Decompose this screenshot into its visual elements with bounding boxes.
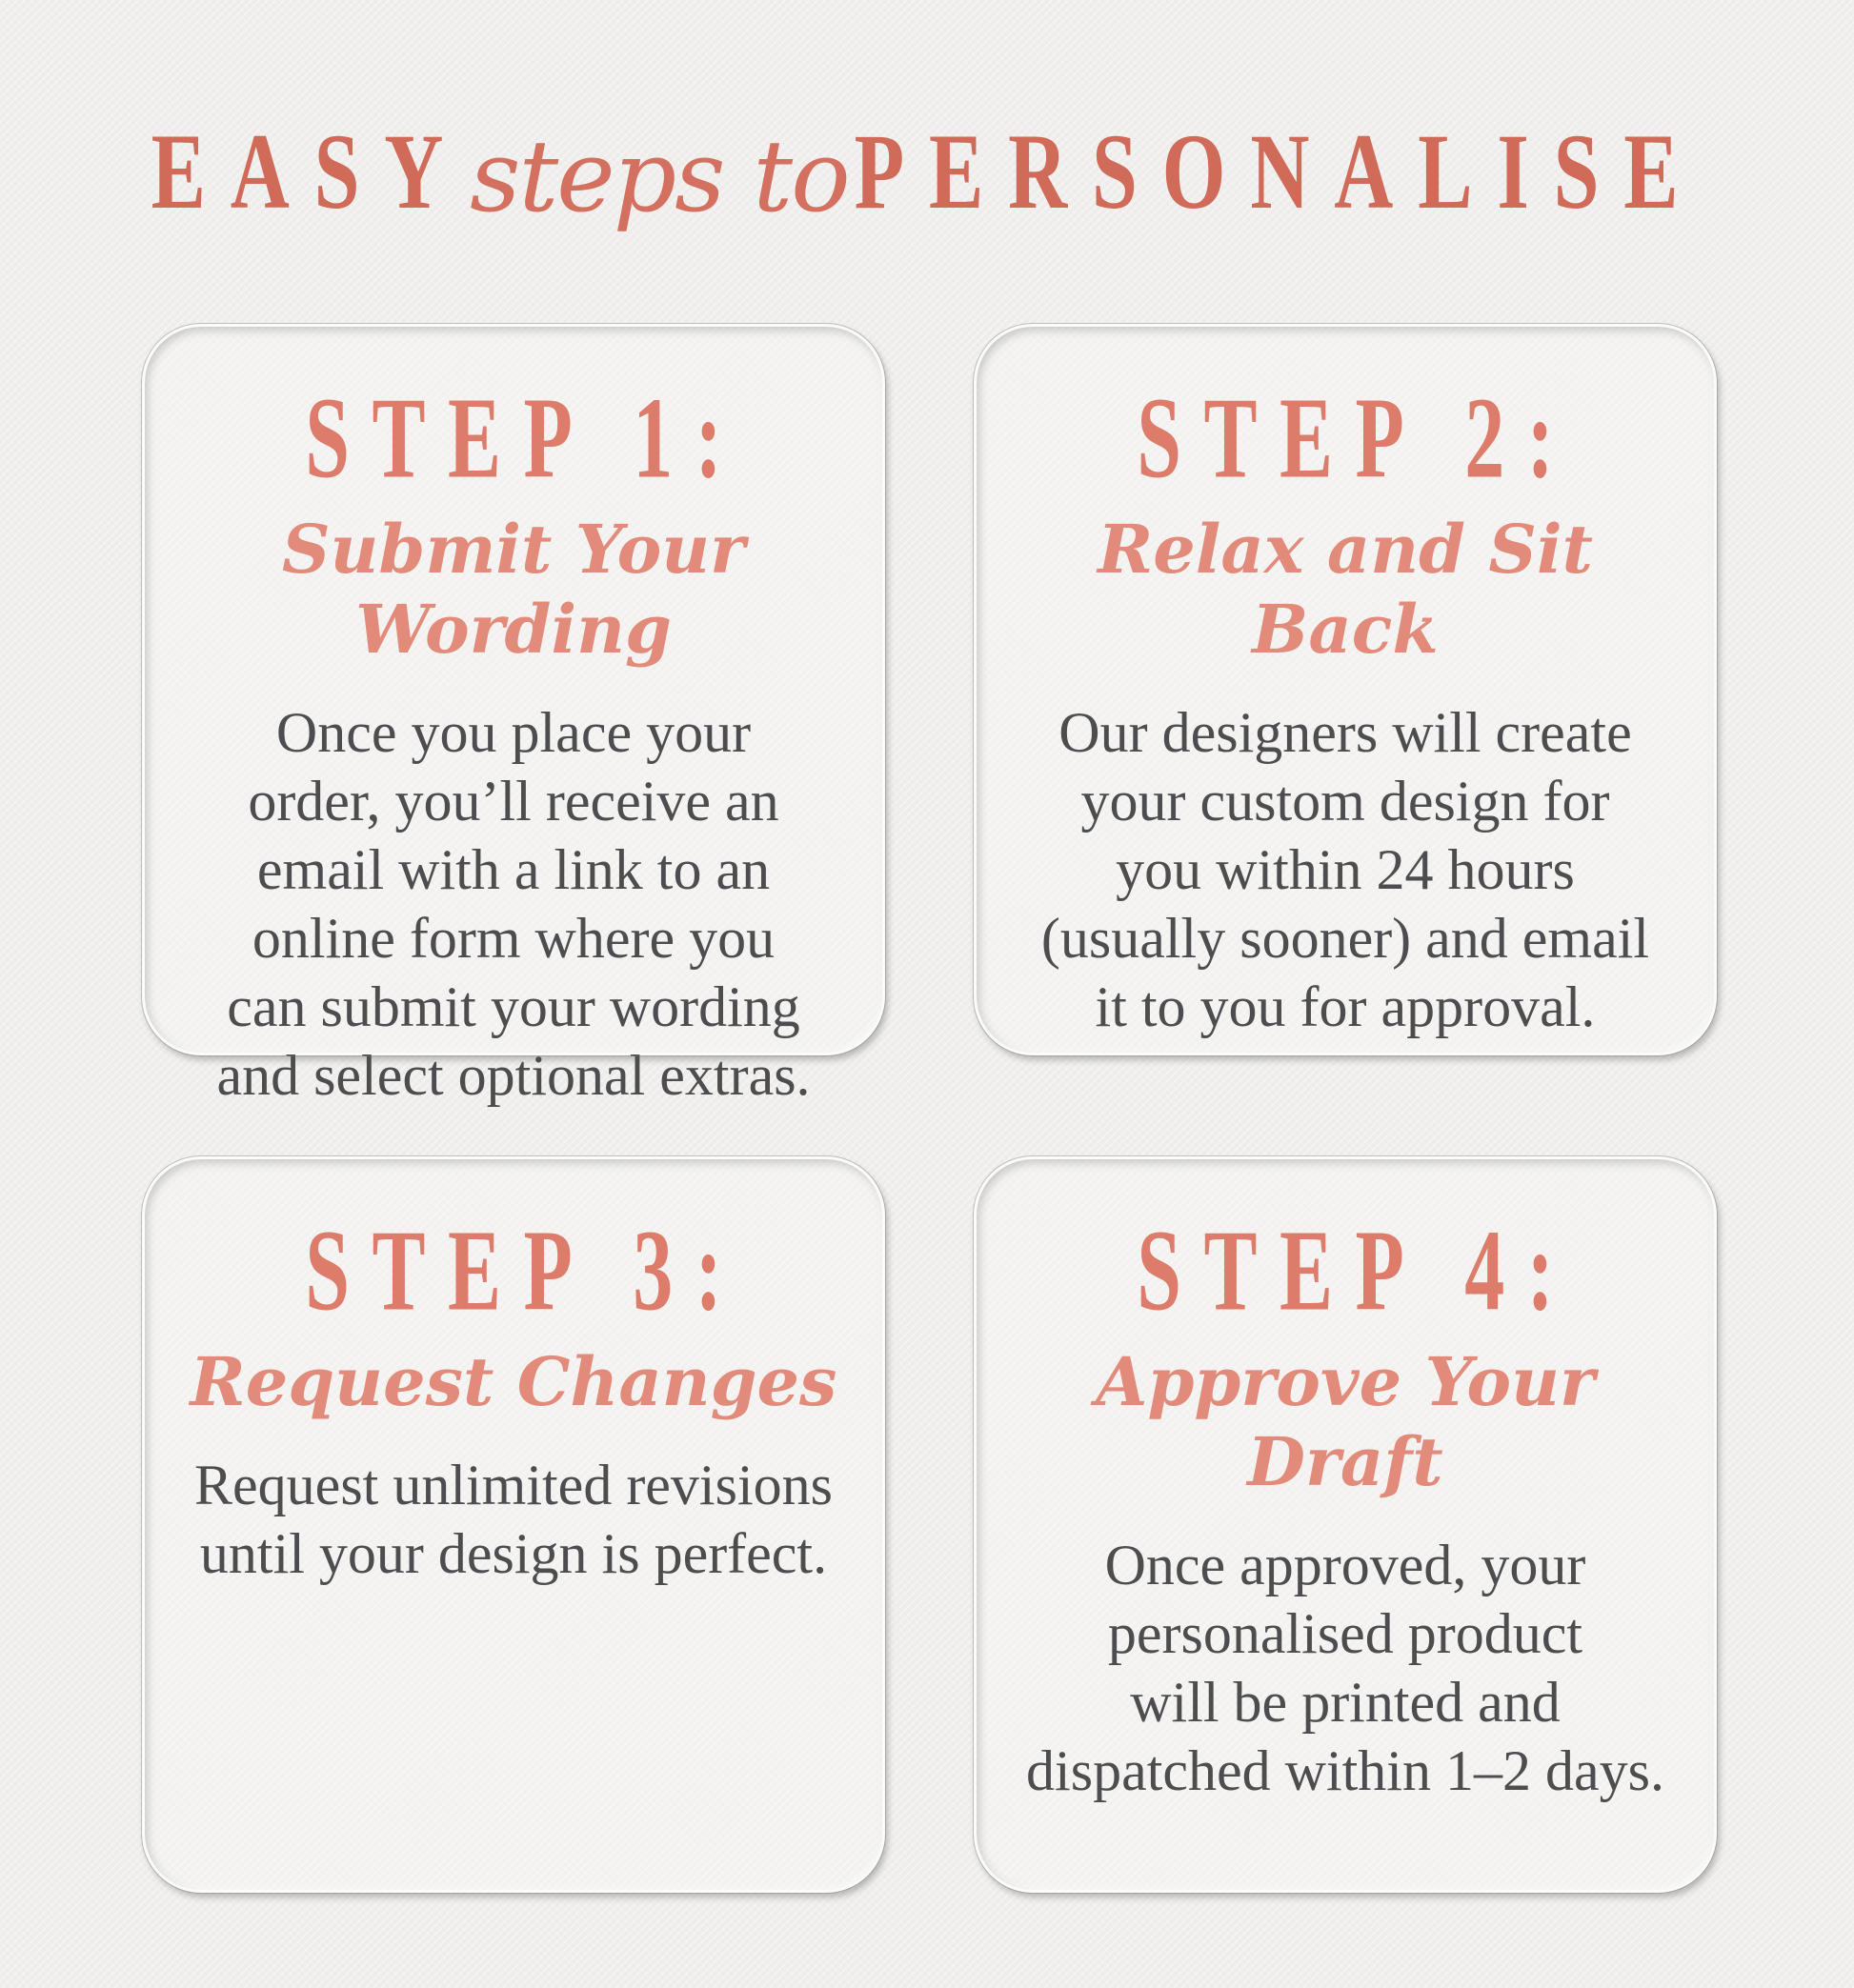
step-2-subtitle: Relax and Sit Back — [1098, 510, 1593, 669]
step-2-heading: STEP 2: — [1137, 373, 1577, 503]
page-title — [0, 110, 1854, 234]
title-word-personalise: PERSONALISE — [854, 110, 1703, 231]
step-card-3 — [142, 1156, 885, 1893]
step-2-body: Our designers will create your custom design for you within 24 hours (usually sooner) and email it to you for approval. — [1040, 701, 1650, 1038]
step-3-body: Request unlimited revisions until your design is perfect. — [194, 1454, 833, 1585]
step-card-2 — [974, 324, 1717, 1055]
title-script-steps-to: steps to — [470, 118, 849, 234]
step-1-body: Once you place your order, you’ll receive an email with a link to an online form where you can submit your wording and select optional extras. — [216, 701, 811, 1107]
step-card-4 — [974, 1156, 1717, 1893]
step-4-heading: STEP 4: — [1137, 1206, 1577, 1335]
steps-grid — [142, 324, 1717, 1893]
step-4-subtitle: Approve Your Draft — [1096, 1342, 1595, 1501]
step-1-subtitle: Submit Your Wording — [281, 510, 746, 669]
step-3-heading: STEP 3: — [305, 1206, 745, 1335]
step-3-subtitle: Request Changes — [190, 1342, 837, 1421]
step-1-heading: STEP 1: — [305, 373, 745, 503]
title-word-easy: EASY — [151, 110, 469, 231]
step-4-body: Once approved, your personalised product will be printed and dispatched within 1–2 days. — [1026, 1534, 1664, 1802]
step-card-1 — [142, 324, 885, 1107]
